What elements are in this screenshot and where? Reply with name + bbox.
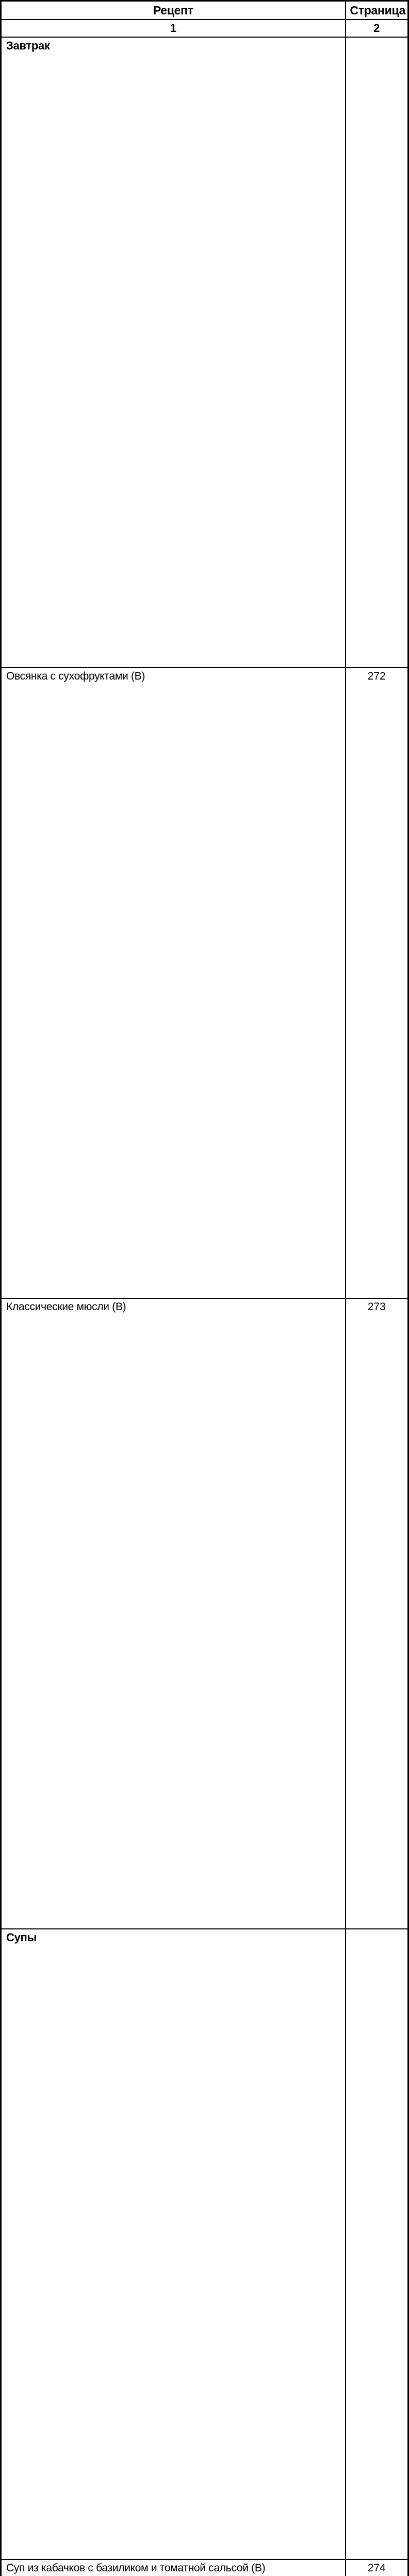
recipe-column-header: Рецепт — [1, 1, 346, 20]
column-number-2: 2 — [346, 20, 408, 37]
recipe-name: Суп из кабачков с базиликом и томатной сальсой (В) — [1, 2560, 346, 2576]
section-row — [1, 1929, 408, 2560]
page-number: 272 — [346, 668, 408, 1298]
section-title: Супы — [1, 1929, 346, 2560]
page-number: 273 — [346, 1298, 408, 1929]
header-row — [1, 1, 408, 20]
section-title: Завтрак — [1, 37, 346, 668]
page-number — [346, 37, 408, 668]
section-row — [1, 37, 408, 668]
column-numbering-row — [1, 20, 408, 37]
recipe-index-body — [1, 37, 408, 2576]
recipe-name: Овсянка с сухофруктами (В) — [1, 668, 346, 1298]
recipe-row — [1, 1298, 408, 1929]
recipe-name: Классические мюсли (В) — [1, 1298, 346, 1929]
page-number: 274 — [346, 2560, 408, 2576]
recipe-row — [1, 668, 408, 1298]
page-number — [346, 1929, 408, 2560]
page-column-header: Страница — [346, 1, 408, 20]
column-number-1: 1 — [1, 20, 346, 37]
recipe-row — [1, 2560, 408, 2576]
